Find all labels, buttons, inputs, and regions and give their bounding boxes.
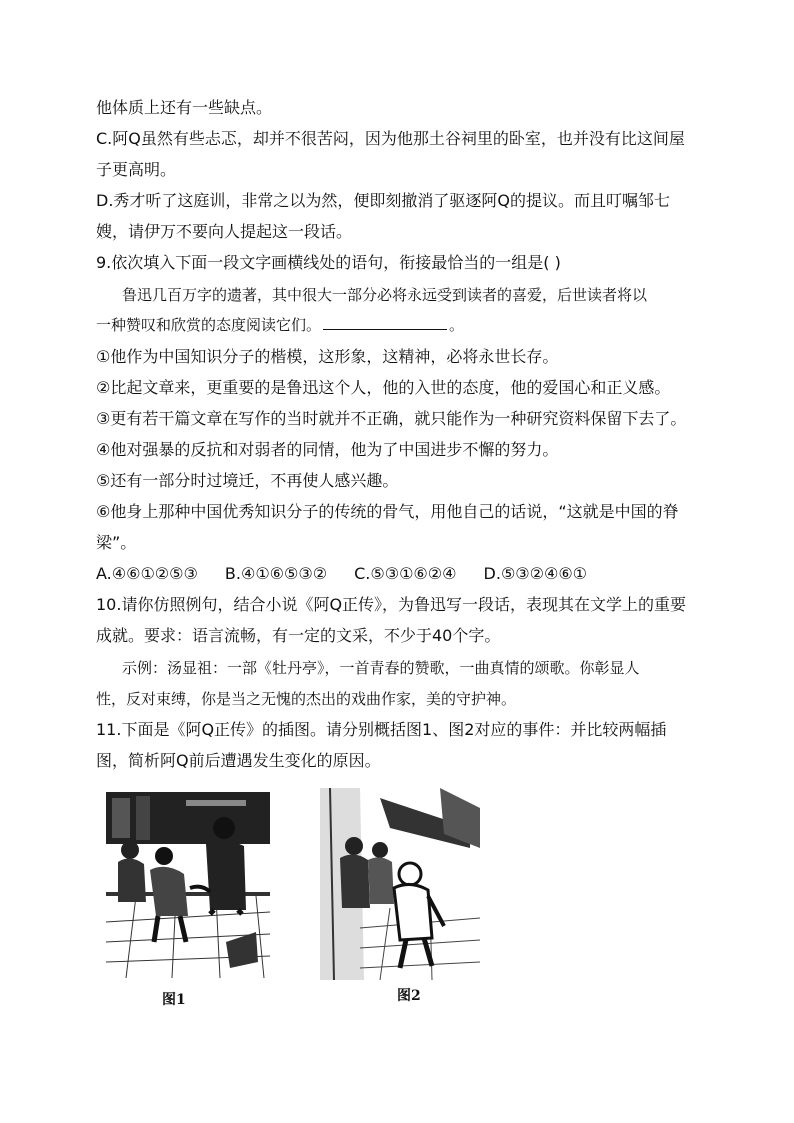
- question-9: 9.依次填入下面一段文字画横线处的语句，衔接最恰当的一组是( ): [96, 253, 561, 272]
- answer-options: [96, 564, 609, 584]
- item-2: ②比起文章来，更重要的是鲁迅这个人，他的入世的态度，他的爱国心和正义感。: [96, 378, 671, 397]
- text-line-1: 他体质上还有一些缺点。: [96, 98, 273, 117]
- passage-end: 。: [449, 316, 465, 334]
- question-10-line-1: 10.请你仿照例句，结合小说《阿Q正传》，为鲁迅写一段话，表现其在文学上的重要: [96, 595, 687, 614]
- passage-line-1: 鲁迅几百万字的遗著，其中很大一部分必将永远受到读者的喜爱，后世读者将以: [122, 286, 648, 304]
- figure-1-caption: 图1: [162, 992, 186, 1008]
- option-d: D.⑤③②④⑥①: [483, 564, 588, 583]
- example-line-1: 示例：汤显祖：一部《牡丹亭》，一首青春的赞歌，一曲真情的颂歌。你彰显人: [122, 659, 640, 677]
- option-c: C.⑤③①⑥②④: [354, 564, 457, 583]
- item-4: ④他对强暴的反抗和对弱者的同情，他为了中国进步不懈的努力。: [96, 440, 559, 459]
- option-d-line-1: D.秀才听了这庭训，非常之以为然，便即刻撤消了驱逐阿Q的提议。而且叮嘱邹七: [96, 191, 671, 210]
- option-a: A.④⑥①②⑤③: [96, 564, 198, 583]
- item-1: ①他作为中国知识分子的楷模，这形象，这精神，必将永世长存。: [96, 347, 559, 366]
- option-c-line-2: 子更高明。: [96, 160, 177, 179]
- option-d-line-2: 嫂，请伊万不要向人提起这一段话。: [96, 222, 353, 241]
- figure-1-illustration: [106, 792, 270, 978]
- figure-2-illustration: [320, 788, 480, 980]
- question-11-line-2: 图，简析阿Q前后遭遇发生变化的原因。: [96, 751, 381, 770]
- option-b: B.④①⑥⑤③②: [224, 564, 328, 583]
- figure-2-drawing: [320, 788, 480, 980]
- example-line-2: 性，反对束缚，你是当之无愧的杰出的戏曲作家，美的守护神。: [96, 690, 517, 708]
- answer-blank: [323, 315, 447, 330]
- item-6-line-2: 梁”。: [96, 533, 137, 552]
- question-10-line-2: 成就。要求：语言流畅，有一定的文采，不少于40个字。: [96, 626, 501, 645]
- figure-2-caption: 图2: [397, 988, 421, 1004]
- passage-text: 一种赞叹和欣赏的态度阅读它们。: [96, 316, 322, 334]
- item-6-line-1: ⑥他身上那种中国优秀知识分子的传统的骨气，用他自己的话说，“这就是中国的脊: [96, 502, 679, 521]
- item-3: ③更有若干篇文章在写作的当时就并不正确，就只能作为一种研究资料保留下去了。: [96, 409, 687, 428]
- option-c-line-1: C.阿Q虽然有些忐忑，却并不很苦闷，因为他那土谷祠里的卧室，也并没有比这间屋: [96, 129, 685, 148]
- question-11-line-1: 11.下面是《阿Q正传》的插图。请分别概括图1、图2对应的事件：并比较两幅插: [96, 720, 667, 739]
- item-5: ⑤还有一部分时过境迁，不再使人感兴趣。: [96, 471, 399, 490]
- passage-line-2: [96, 315, 464, 335]
- figure-1-drawing: [106, 792, 270, 978]
